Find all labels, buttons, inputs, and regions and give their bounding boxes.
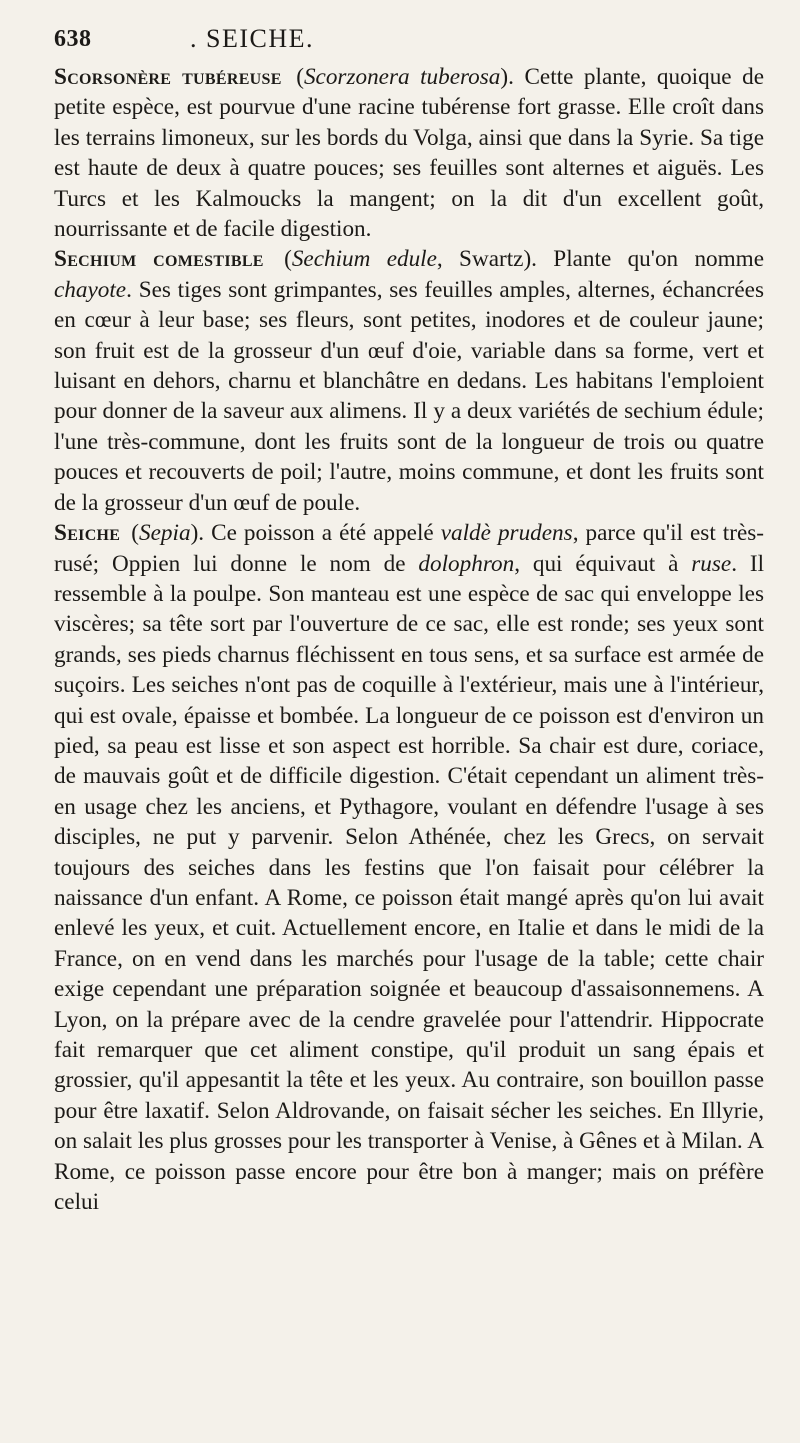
- latin-term: valdè prudens: [440, 520, 573, 547]
- body-text: [54, 62, 764, 1217]
- running-title: . SEICHE.: [190, 24, 314, 53]
- author-name: Swartz: [459, 246, 524, 273]
- running-head: [54, 16, 764, 56]
- entry-text: Ses tiges sont grimpantes, ses feuilles amples, alternes, échancrées en cœur à leur base; ses fleurs, sont petites, inodores et de couleur jaune; son fruit est de la grosseur d'un œuf d'oie, variable dans sa forme, vert et luisant en dehors, charnu et blanchâtre en dedans. Les habitans l'emploient pour donner de la saveur aux alimens. Il y a deux variétés de sechium édule; l'une très-commune, dont les fruits sont de la longueur de trois ou quatre pouces et recouverts de poil; l'autre, moins commune, et dont les fruits sont de la grosseur d'un œuf de poule.: [54, 276, 764, 516]
- latin-name: Sepia: [139, 520, 191, 547]
- entry-text: Plante qu'on nomme: [553, 246, 765, 273]
- entry-sechium: Sechium comestible (Sechium edule, Swartz). Plante qu'on nomme chayote. Ses tiges sont grimpantes, ses feuilles amples, alternes, échancrées en cœur à leur base; ses fleurs, sont petites, inodores et de couleur jaune; son fruit est de la grosseur d'un œuf d'oie, variable dans sa forme, vert et luisant en dehors, charnu et blanchâtre en dedans. Les habitans l'emploient pour donner de la saveur aux alimens. Il y a deux variétés de sechium édule; l'une très-commune, dont les fruits sont de la longueur de trois ou quatre pouces et recouverts de poil; l'autre, moins commune, et dont les fruits sont de la grosseur d'un œuf de poule.: [54, 246, 765, 516]
- entry-text: qui équivaut à: [532, 550, 679, 577]
- entry-text: Il ressemble à la poulpe. Son manteau est une espèce de sac qui enveloppe les viscères; sa tête sort par l'ouverture de ce sac, elle est ronde; ses yeux sont grands, ses pieds charnus fléchissent en tous sens, et sa surface est armée de suçoirs. Les seiches n'ont pas de coquille à l'extérieur, mais une à l'intérieur, qui est ovale, épaisse et bombée. La longueur de ce poisson est d'environ un pied, sa peau est lisse et son aspect est horrible. Sa chair est dure, coriace, de mauvais goût et de difficile digestion. C'était cependant un aliment très-en usage chez les anciens, et Pythagore, voulant en défendre l'usage à ses disciples, ne put y parvenir. Selon Athénée, chez les Grecs, on servait toujours des seiches dans les festins que l'on faisait pour célébrer la naissance d'un enfant. A Rome, ce poisson était mangé après qu'on lui avait enlevé les yeux, et cuit. Actuellement encore, en Italie et dans le midi de la France, on en vend dans les marchés pour l'usage de la table; cette chair exige cependant une préparation soignée et beaucoup d'assaisonnemens. A Lyon, on la prépare avec de la cendre gravelée pour l'attendrir. Hippocrate fait remarquer que cet aliment constipe, qu'il produit un sang épais et grossier, qu'il appesantit la tête et les yeux. Au contraire, son bouillon passe pour être laxatif. Selon Aldrovande, on faisait sécher les seiches. En Illyrie, on salait les plus grosses pour les transporter à Venise, à Gênes et à Milan. A Rome, ce poisson passe encore pour être bon à manger; mais on préfère celui: [54, 550, 765, 1216]
- entry-scorsonere: Scorsonère tubéreuse (Scorzonera tuberosa). Cette plante, quoique de petite espèce, est pourvue d'une racine tubérense fort grasse. Elle croît dans les terrains limoneux, sur les bords du Volga, ainsi que dans la Syrie. Sa tige est haute de deux à quatre pouces; ses feuilles sont alternes et aiguës. Les Turcs et les Kalmoucks la mangent; on la dit d'un excellent goût, nourrissante et de facile digestion.: [54, 64, 764, 243]
- greek-term: dolophron: [418, 550, 515, 577]
- entry-seiche: Seiche (Sepia). Ce poisson a été appelé valdè prudens, parce qu'il est très-rusé; Oppien lui donne le nom de dolophron, qui équivaut à ruse. Il ressemble à la poulpe. Son manteau est une espèce de sac qui enveloppe les viscères; sa tête sort par l'ouverture de ce sac, elle est ronde; ses yeux sont grands, ses pieds charnus fléchissent en tous sens, et sa surface est armée de suçoirs. Les seiches n'ont pas de coquille à l'extérieur, mais une à l'intérieur, qui est ovale, épaisse et bombée. La longueur de ce poisson est d'environ un pied, sa peau est lisse et son aspect est horrible. Sa chair est dure, coriace, de mauvais goût et de difficile digestion. C'était cependant un aliment très-en usage chez les anciens, et Pythagore, voulant en défendre l'usage à ses disciples, ne put y parvenir. Selon Athénée, chez les Grecs, on servait toujours des seiches dans les festins que l'on faisait pour célébrer la naissance d'un enfant. A Rome, ce poisson était mangé après qu'on lui avait enlevé les yeux, et cuit. Actuellement encore, en Italie et dans le midi de la France, on en vend dans les marchés pour l'usage de la table; cette chair exige cependant une préparation soignée et beaucoup d'assaisonnemens. A Lyon, on la prépare avec de la cendre gravelée pour l'attendrir. Hippocrate fait remarquer que cet aliment constipe, qu'il produit un sang épais et grossier, qu'il appesantit la tête et les yeux. Au contraire, son bouillon passe pour être laxatif. Selon Aldrovande, on faisait sécher les seiches. En Illyrie, on salait les plus grosses pour les transporter à Venise, à Gênes et à Milan. A Rome, ce poisson passe encore pour être bon à manger; mais on préfère celui: [54, 520, 765, 1216]
- term-ruse: ruse: [691, 550, 732, 577]
- entry-text: Ce poisson a été appelé: [211, 520, 434, 547]
- page-number: 638: [54, 26, 92, 52]
- entry-text: parce qu'il est très-rusé; Oppien lui donne le nom de: [54, 520, 765, 577]
- entry-head: Sechium comestible: [54, 246, 264, 273]
- entry-head: Scorsonère tubéreuse: [54, 64, 282, 90]
- common-name: chayote: [54, 276, 127, 303]
- entry-text: Cette plante, quoique de petite espèce, est pourvue d'une racine tubérense fort grasse. Elle croît dans les terrains limoneux, sur les bords du Volga, ainsi que dans la Syrie. Sa tige est haute de deux à quatre pouces; ses feuilles sont alternes et aiguës. Les Turcs et les Kalmoucks la mangent; on la dit d'un excellent goût, nourrissante et de facile digestion.: [54, 64, 764, 243]
- latin-name: Scorzonera tuberosa: [303, 64, 501, 90]
- entry-head: Seiche: [54, 520, 121, 547]
- latin-name: Sechium edule: [291, 246, 437, 273]
